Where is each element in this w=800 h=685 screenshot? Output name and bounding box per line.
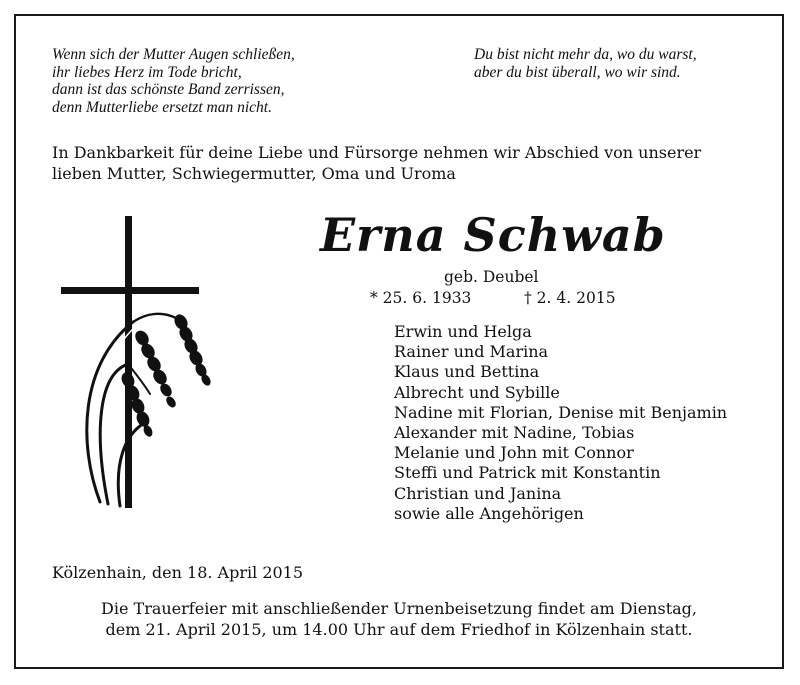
list-item: Melanie und John mit Connor <box>394 443 634 463</box>
list-item: Rainer und Marina <box>394 342 549 362</box>
cross-horizontal-bar <box>61 287 199 294</box>
wheat-ear-top <box>172 312 213 387</box>
verse-line: denn Mutterliebe ersetzt man nicht. <box>52 98 272 116</box>
wheat-ear-middle <box>132 328 177 409</box>
verse-line: Wenn sich der Mutter Augen schließen, <box>52 46 295 63</box>
place-date: Kölzenhain, den 18. April 2015 <box>52 563 304 582</box>
maiden-name: geb. Deubel <box>444 268 539 286</box>
deceased-name: Erna Schwab <box>320 208 666 262</box>
list-item: sowie alle Angehörigen <box>394 503 584 523</box>
death-date: † 2. 4. 2015 <box>524 289 616 307</box>
list-item: Christian und Janina <box>394 483 562 503</box>
list-item: Alexander mit Nadine, Tobias <box>394 423 635 443</box>
verse-right <box>474 46 697 81</box>
intro-line: In Dankbarkeit für deine Liebe und Fürsorge nehmen wir Abschied von unserer <box>52 143 702 162</box>
list-item: Steffi und Patrick mit Konstantin <box>394 463 661 483</box>
list-item: Nadine mit Florian, Denise mit Benjamin <box>394 402 728 422</box>
intro-line: lieben Mutter, Schwiegermutter, Oma und Uroma <box>52 164 456 183</box>
cross-vertical-bar <box>125 216 132 508</box>
service-line: dem 21. April 2015, um 14.00 Uhr auf dem Friedhof in Kölzenhain statt. <box>105 620 693 639</box>
intro-text <box>52 142 752 184</box>
verse-left <box>52 46 295 116</box>
list-item: Klaus und Bettina <box>394 362 540 382</box>
service-info <box>14 598 784 640</box>
list-item: Erwin und Helga <box>394 322 532 341</box>
list-item: Albrecht und Sybille <box>394 382 560 402</box>
cross-with-wheat-icon <box>58 214 228 514</box>
mourners-list <box>394 322 727 524</box>
service-line: Die Trauerfeier mit anschließender Urnenbeisetzung findet am Dienstag, <box>101 599 697 618</box>
verse-line: Du bist nicht mehr da, wo du warst, <box>474 46 697 63</box>
verse-line: dann ist das schönste Band zerrissen, <box>52 81 285 98</box>
verse-line: aber du bist überall, wo wir sind. <box>474 63 681 81</box>
birth-date: * 25. 6. 1933 <box>370 289 472 307</box>
verse-line: ihr liebes Herz im Tode bricht, <box>52 63 242 81</box>
